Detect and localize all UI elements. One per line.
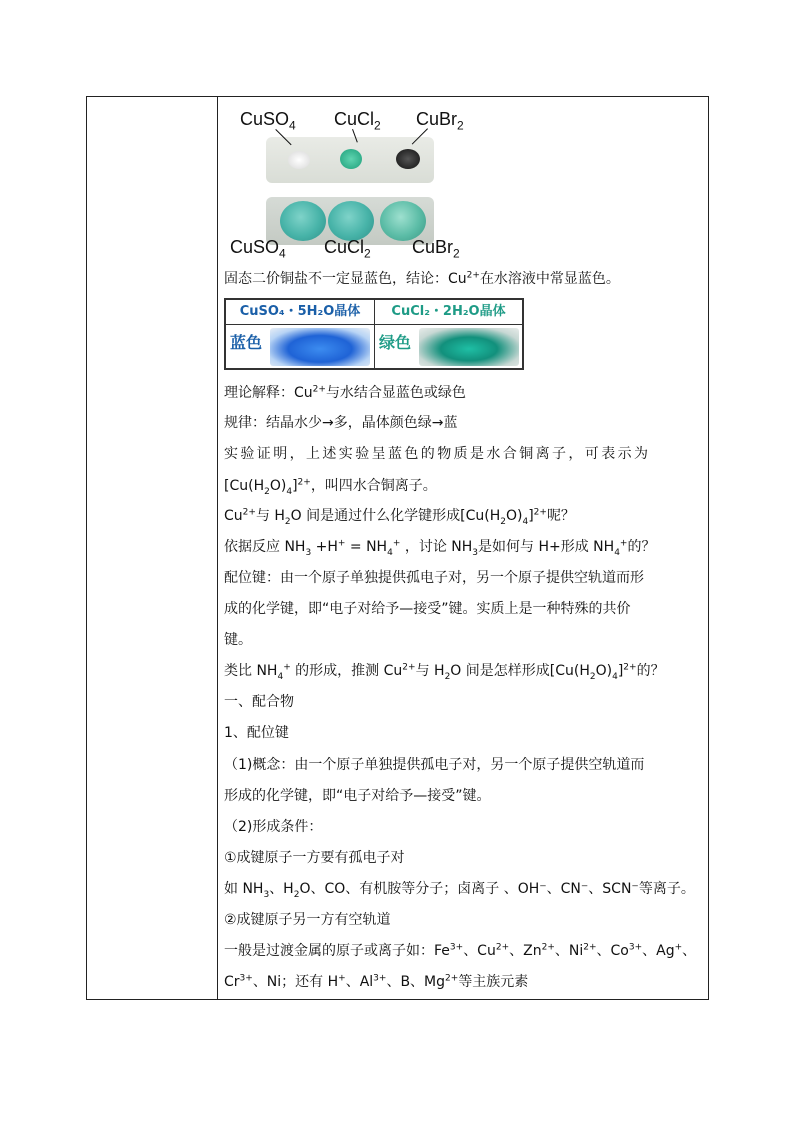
green-color-label: 绿色: [379, 333, 412, 352]
text-line: 理论解释：$Cu^{2+}$与水结合显蓝色或绿色: [224, 384, 466, 401]
green-crystal-image: [419, 328, 519, 366]
section-heading: 一、配合物: [224, 694, 294, 710]
text-line: 实验证明，上述实验呈蓝色的物质是水合铜离子，可表示为: [224, 446, 651, 462]
cuso4-solution-well: [280, 201, 326, 241]
text-line: $Cu^{2+}$与 $H_2O$ 间是通过什么化学键形成$[Cu(H_2O)_4]^{2+}$呢？: [224, 507, 575, 527]
label-cucl2-solution: CuCl$_2$: [324, 237, 371, 261]
cubr2-solution-well: [380, 201, 426, 241]
cucl2-solution-well: [328, 201, 374, 241]
copper-salts-photo: [228, 107, 473, 261]
label-cuso4-solid: CuSO$_4$: [240, 109, 296, 133]
cubr2-black-powder: [396, 149, 420, 169]
text-line: 形成的化学键，即“电子对给予—接受”键。: [224, 788, 491, 804]
text-line: 键。: [224, 632, 252, 648]
label-cuso4-solution: CuSO$_4$: [230, 237, 286, 261]
text-line: 类比 $NH_4^+$ 的形成，推测 $Cu^{2+}$与 $H_2O$ 间是怎样形成$[Cu(H_2O)_4]^{2+}$的？: [224, 662, 665, 682]
right-column-cell: [218, 97, 708, 999]
text-line: （2)形成条件：: [224, 819, 323, 835]
table-divider: [226, 324, 522, 325]
text-line: 如 $NH_3$、$H_2O$、CO、有机胺等分子；卤离子 、OH⁻、CN⁻、SCN⁻等离子。: [224, 881, 695, 900]
crystal-header-cucl2: CuCl₂・2H₂O晶体: [391, 304, 506, 319]
text-line: ①成键原子一方要有孤电子对: [224, 850, 405, 866]
label-cubr2-solution: CuBr$_2$: [412, 237, 460, 261]
table-divider: [374, 300, 375, 368]
text-line: 固态二价铜盐不一定显蓝色，结论：$Cu^{2+}$在水溶液中常显蓝色。: [224, 270, 620, 287]
content-table: [86, 96, 709, 1000]
cuso4-white-powder: [288, 151, 310, 169]
cucl2-green-powder: [340, 149, 362, 169]
text-line: ②成键原子另一方有空轨道: [224, 912, 391, 928]
text-line: 配位键：由一个原子单独提供孤电子对，另一个原子提供空轨道而形: [224, 570, 644, 586]
text-line: 依据反应 $NH_3 +H^+ = NH_4^+$ ，讨论 $NH_3$是如何与 H+形成 $NH_4^+$的？: [224, 538, 656, 558]
blue-crystal-image: [270, 328, 370, 366]
text-line: $Cr^{3+}$、Ni；还有 H+、$Al^{3+}$、B、$Mg^{2+}$等主族元素: [224, 973, 529, 990]
text-line: 一般是过渡金属的原子或离子如：$Fe^{3+}$、$Cu^{2+}$、$Zn^{2+}$、$Ni^{2+}$、$Co^{3+}$、Ag+、: [224, 942, 697, 959]
subsection-heading: 1、配位键: [224, 725, 289, 741]
label-cubr2-solid: CuBr$_2$: [416, 109, 464, 133]
text-line: 规律：结晶水少→多，晶体颜色绿→蓝: [224, 415, 458, 431]
label-cucl2-solid: CuCl$_2$: [334, 109, 381, 133]
crystal-header-cuso4: CuSO₄・5H₂O晶体: [239, 304, 361, 319]
text-line: $[Cu(H_2O)_4]^{2+}$，叫四水合铜离子。: [224, 477, 437, 497]
text-line: （1)概念：由一个原子单独提供孤电子对，另一个原子提供空轨道而: [224, 757, 645, 773]
blue-color-label: 蓝色: [230, 333, 263, 352]
text-line: 成的化学键，即“电子对给予—接受”键。实质上是一种特殊的共价: [224, 601, 631, 617]
left-column-cell: [87, 97, 218, 999]
crystal-color-table: [224, 298, 524, 370]
